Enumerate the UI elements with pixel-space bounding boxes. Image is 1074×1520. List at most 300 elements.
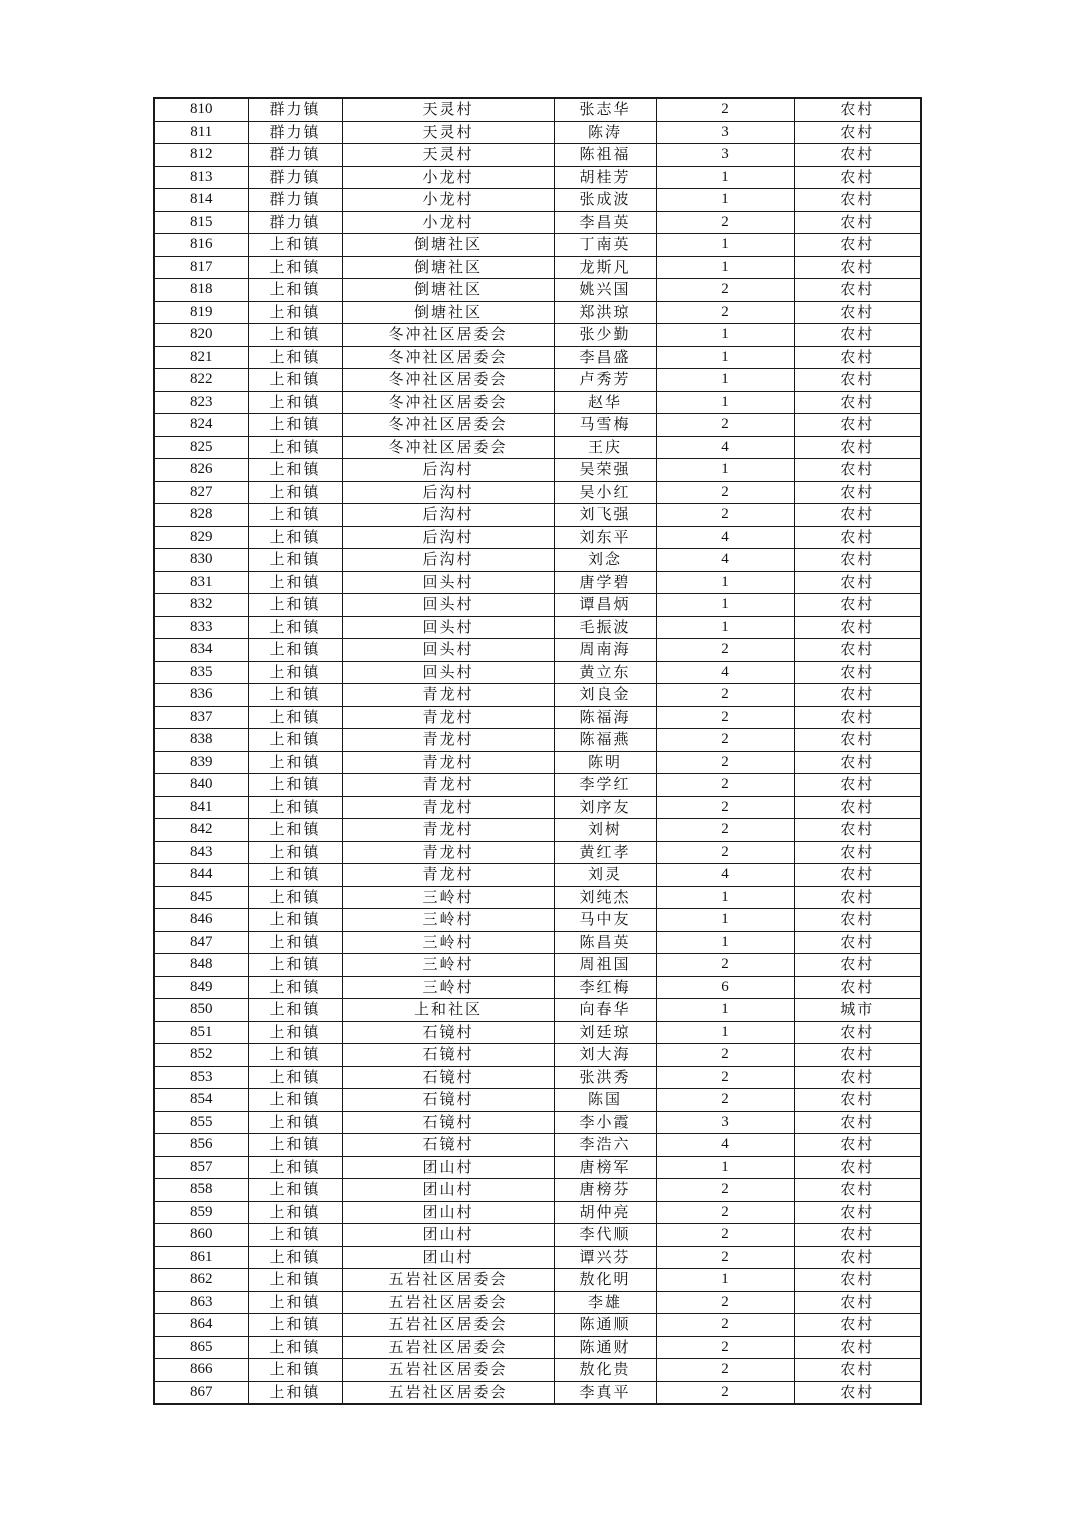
- table-row: [154, 324, 921, 347]
- row-number-cell: 863: [154, 1291, 248, 1314]
- table-row: [154, 1381, 921, 1404]
- row-number-cell: 844: [154, 864, 248, 887]
- area-type-cell: 农村: [794, 391, 921, 414]
- household-size-cell: 1: [656, 346, 794, 369]
- area-type-cell: 农村: [794, 166, 921, 189]
- row-number-cell: 865: [154, 1336, 248, 1359]
- town-name-cell: 上和镇: [248, 301, 342, 324]
- person-name-cell: 陈昌英: [554, 931, 656, 954]
- table-row: [154, 1134, 921, 1157]
- village-name-cell: 五岩社区居委会: [342, 1381, 554, 1404]
- town-name-cell: 上和镇: [248, 999, 342, 1022]
- town-name-cell: 上和镇: [248, 526, 342, 549]
- person-name-cell: 李小霞: [554, 1111, 656, 1134]
- table-row: [154, 931, 921, 954]
- table-row: [154, 1111, 921, 1134]
- person-name-cell: 李浩六: [554, 1134, 656, 1157]
- roster-table-body: [154, 98, 921, 1404]
- row-number-cell: 842: [154, 819, 248, 842]
- town-name-cell: 上和镇: [248, 774, 342, 797]
- town-name-cell: 群力镇: [248, 144, 342, 167]
- village-name-cell: 冬冲社区居委会: [342, 369, 554, 392]
- household-size-cell: 1: [656, 1021, 794, 1044]
- row-number-cell: 866: [154, 1359, 248, 1382]
- village-name-cell: 小龙村: [342, 189, 554, 212]
- town-name-cell: 上和镇: [248, 436, 342, 459]
- person-name-cell: 陈涛: [554, 121, 656, 144]
- row-number-cell: 864: [154, 1314, 248, 1337]
- row-number-cell: 831: [154, 571, 248, 594]
- person-name-cell: 吴荣强: [554, 459, 656, 482]
- household-size-cell: 1: [656, 909, 794, 932]
- area-type-cell: 农村: [794, 1246, 921, 1269]
- row-number-cell: 848: [154, 954, 248, 977]
- table-row: [154, 1269, 921, 1292]
- table-row: [154, 1201, 921, 1224]
- town-name-cell: 上和镇: [248, 1066, 342, 1089]
- table-row: [154, 436, 921, 459]
- row-number-cell: 819: [154, 301, 248, 324]
- table-row: [154, 954, 921, 977]
- household-size-cell: 1: [656, 1156, 794, 1179]
- table-row: [154, 144, 921, 167]
- person-name-cell: 刘飞强: [554, 504, 656, 527]
- area-type-cell: 农村: [794, 211, 921, 234]
- town-name-cell: 上和镇: [248, 1314, 342, 1337]
- row-number-cell: 867: [154, 1381, 248, 1404]
- area-type-cell: 农村: [794, 1359, 921, 1382]
- row-number-cell: 817: [154, 256, 248, 279]
- town-name-cell: 上和镇: [248, 1134, 342, 1157]
- person-name-cell: 陈国: [554, 1089, 656, 1112]
- area-type-cell: 农村: [794, 954, 921, 977]
- person-name-cell: 敖化明: [554, 1269, 656, 1292]
- household-size-cell: 2: [656, 841, 794, 864]
- town-name-cell: 上和镇: [248, 594, 342, 617]
- area-type-cell: 农村: [794, 886, 921, 909]
- village-name-cell: 倒塘社区: [342, 256, 554, 279]
- person-name-cell: 陈祖福: [554, 144, 656, 167]
- area-type-cell: 农村: [794, 909, 921, 932]
- town-name-cell: 上和镇: [248, 1224, 342, 1247]
- area-type-cell: 农村: [794, 301, 921, 324]
- person-name-cell: 李昌盛: [554, 346, 656, 369]
- person-name-cell: 李雄: [554, 1291, 656, 1314]
- table-row: [154, 256, 921, 279]
- household-size-cell: 2: [656, 796, 794, 819]
- household-size-cell: 2: [656, 1044, 794, 1067]
- person-name-cell: 刘树: [554, 819, 656, 842]
- person-name-cell: 刘廷琼: [554, 1021, 656, 1044]
- area-type-cell: 城市: [794, 999, 921, 1022]
- table-row: [154, 504, 921, 527]
- table-row: [154, 729, 921, 752]
- person-name-cell: 郑洪琼: [554, 301, 656, 324]
- village-name-cell: 青龙村: [342, 751, 554, 774]
- town-name-cell: 上和镇: [248, 661, 342, 684]
- village-name-cell: 后沟村: [342, 459, 554, 482]
- person-name-cell: 黄立东: [554, 661, 656, 684]
- row-number-cell: 822: [154, 369, 248, 392]
- household-size-cell: 4: [656, 436, 794, 459]
- town-name-cell: 上和镇: [248, 706, 342, 729]
- table-row: [154, 751, 921, 774]
- household-size-cell: 1: [656, 234, 794, 257]
- household-size-cell: 1: [656, 391, 794, 414]
- household-size-cell: 3: [656, 121, 794, 144]
- area-type-cell: 农村: [794, 684, 921, 707]
- town-name-cell: 上和镇: [248, 1201, 342, 1224]
- person-name-cell: 陈福海: [554, 706, 656, 729]
- row-number-cell: 838: [154, 729, 248, 752]
- row-number-cell: 828: [154, 504, 248, 527]
- person-name-cell: 刘纯杰: [554, 886, 656, 909]
- village-name-cell: 石镜村: [342, 1111, 554, 1134]
- village-name-cell: 五岩社区居委会: [342, 1291, 554, 1314]
- person-name-cell: 李红梅: [554, 976, 656, 999]
- table-row: [154, 616, 921, 639]
- household-size-cell: 1: [656, 931, 794, 954]
- area-type-cell: 农村: [794, 1201, 921, 1224]
- row-number-cell: 827: [154, 481, 248, 504]
- village-name-cell: 冬冲社区居委会: [342, 414, 554, 437]
- village-name-cell: 冬冲社区居委会: [342, 324, 554, 347]
- town-name-cell: 上和镇: [248, 954, 342, 977]
- area-type-cell: 农村: [794, 616, 921, 639]
- area-type-cell: 农村: [794, 549, 921, 572]
- row-number-cell: 850: [154, 999, 248, 1022]
- person-name-cell: 谭兴芬: [554, 1246, 656, 1269]
- household-size-cell: 2: [656, 774, 794, 797]
- row-number-cell: 832: [154, 594, 248, 617]
- row-number-cell: 825: [154, 436, 248, 459]
- table-row: [154, 886, 921, 909]
- village-name-cell: 团山村: [342, 1179, 554, 1202]
- row-number-cell: 818: [154, 279, 248, 302]
- village-name-cell: 五岩社区居委会: [342, 1269, 554, 1292]
- town-name-cell: 上和镇: [248, 1381, 342, 1404]
- row-number-cell: 820: [154, 324, 248, 347]
- table-row: [154, 98, 921, 121]
- roster-table: [153, 97, 922, 1405]
- row-number-cell: 811: [154, 121, 248, 144]
- town-name-cell: 上和镇: [248, 256, 342, 279]
- household-size-cell: 3: [656, 1111, 794, 1134]
- person-name-cell: 刘大海: [554, 1044, 656, 1067]
- area-type-cell: 农村: [794, 1156, 921, 1179]
- village-name-cell: 回头村: [342, 594, 554, 617]
- town-name-cell: 上和镇: [248, 1111, 342, 1134]
- town-name-cell: 上和镇: [248, 729, 342, 752]
- person-name-cell: 马雪梅: [554, 414, 656, 437]
- household-size-cell: 1: [656, 459, 794, 482]
- village-name-cell: 青龙村: [342, 864, 554, 887]
- row-number-cell: 847: [154, 931, 248, 954]
- village-name-cell: 天灵村: [342, 98, 554, 121]
- village-name-cell: 青龙村: [342, 841, 554, 864]
- village-name-cell: 青龙村: [342, 706, 554, 729]
- row-number-cell: 845: [154, 886, 248, 909]
- household-size-cell: 2: [656, 481, 794, 504]
- area-type-cell: 农村: [794, 526, 921, 549]
- person-name-cell: 胡仲亮: [554, 1201, 656, 1224]
- household-size-cell: 2: [656, 301, 794, 324]
- person-name-cell: 谭昌炳: [554, 594, 656, 617]
- area-type-cell: 农村: [794, 1381, 921, 1404]
- household-size-cell: 2: [656, 1381, 794, 1404]
- person-name-cell: 李昌英: [554, 211, 656, 234]
- village-name-cell: 回头村: [342, 571, 554, 594]
- town-name-cell: 上和镇: [248, 1044, 342, 1067]
- village-name-cell: 团山村: [342, 1201, 554, 1224]
- area-type-cell: 农村: [794, 1336, 921, 1359]
- row-number-cell: 853: [154, 1066, 248, 1089]
- area-type-cell: 农村: [794, 1134, 921, 1157]
- table-row: [154, 1246, 921, 1269]
- household-size-cell: 4: [656, 1134, 794, 1157]
- town-name-cell: 上和镇: [248, 459, 342, 482]
- table-row: [154, 1224, 921, 1247]
- household-size-cell: 2: [656, 1179, 794, 1202]
- town-name-cell: 上和镇: [248, 234, 342, 257]
- household-size-cell: 1: [656, 256, 794, 279]
- table-row: [154, 189, 921, 212]
- household-size-cell: 2: [656, 1066, 794, 1089]
- area-type-cell: 农村: [794, 774, 921, 797]
- town-name-cell: 上和镇: [248, 571, 342, 594]
- village-name-cell: 五岩社区居委会: [342, 1336, 554, 1359]
- village-name-cell: 天灵村: [342, 144, 554, 167]
- town-name-cell: 上和镇: [248, 369, 342, 392]
- row-number-cell: 810: [154, 98, 248, 121]
- household-size-cell: 6: [656, 976, 794, 999]
- table-row: [154, 819, 921, 842]
- area-type-cell: 农村: [794, 1021, 921, 1044]
- village-name-cell: 后沟村: [342, 481, 554, 504]
- area-type-cell: 农村: [794, 414, 921, 437]
- village-name-cell: 三岭村: [342, 909, 554, 932]
- row-number-cell: 860: [154, 1224, 248, 1247]
- row-number-cell: 835: [154, 661, 248, 684]
- table-row: [154, 661, 921, 684]
- row-number-cell: 843: [154, 841, 248, 864]
- person-name-cell: 陈明: [554, 751, 656, 774]
- person-name-cell: 张成波: [554, 189, 656, 212]
- person-name-cell: 毛振波: [554, 616, 656, 639]
- town-name-cell: 群力镇: [248, 121, 342, 144]
- area-type-cell: 农村: [794, 1291, 921, 1314]
- person-name-cell: 李真平: [554, 1381, 656, 1404]
- village-name-cell: 青龙村: [342, 819, 554, 842]
- household-size-cell: 2: [656, 751, 794, 774]
- table-row: [154, 166, 921, 189]
- town-name-cell: 上和镇: [248, 549, 342, 572]
- household-size-cell: 4: [656, 526, 794, 549]
- town-name-cell: 上和镇: [248, 684, 342, 707]
- row-number-cell: 846: [154, 909, 248, 932]
- town-name-cell: 上和镇: [248, 1291, 342, 1314]
- table-row: [154, 684, 921, 707]
- row-number-cell: 814: [154, 189, 248, 212]
- person-name-cell: 张洪秀: [554, 1066, 656, 1089]
- table-row: [154, 121, 921, 144]
- household-size-cell: 2: [656, 1246, 794, 1269]
- person-name-cell: 周南海: [554, 639, 656, 662]
- table-row: [154, 279, 921, 302]
- area-type-cell: 农村: [794, 864, 921, 887]
- village-name-cell: 回头村: [342, 639, 554, 662]
- row-number-cell: 834: [154, 639, 248, 662]
- village-name-cell: 五岩社区居委会: [342, 1359, 554, 1382]
- village-name-cell: 青龙村: [342, 729, 554, 752]
- row-number-cell: 841: [154, 796, 248, 819]
- town-name-cell: 上和镇: [248, 976, 342, 999]
- row-number-cell: 852: [154, 1044, 248, 1067]
- table-row: [154, 526, 921, 549]
- household-size-cell: 2: [656, 1201, 794, 1224]
- household-size-cell: 1: [656, 189, 794, 212]
- town-name-cell: 上和镇: [248, 1179, 342, 1202]
- household-size-cell: 2: [656, 729, 794, 752]
- person-name-cell: 向春华: [554, 999, 656, 1022]
- table-row: [154, 796, 921, 819]
- person-name-cell: 吴小红: [554, 481, 656, 504]
- household-size-cell: 1: [656, 616, 794, 639]
- person-name-cell: 刘良金: [554, 684, 656, 707]
- row-number-cell: 857: [154, 1156, 248, 1179]
- town-name-cell: 上和镇: [248, 1359, 342, 1382]
- village-name-cell: 团山村: [342, 1246, 554, 1269]
- area-type-cell: 农村: [794, 436, 921, 459]
- row-number-cell: 813: [154, 166, 248, 189]
- person-name-cell: 敖化贵: [554, 1359, 656, 1382]
- person-name-cell: 李代顺: [554, 1224, 656, 1247]
- household-size-cell: 2: [656, 1314, 794, 1337]
- table-row: [154, 909, 921, 932]
- household-size-cell: 2: [656, 954, 794, 977]
- household-size-cell: 3: [656, 144, 794, 167]
- row-number-cell: 858: [154, 1179, 248, 1202]
- row-number-cell: 837: [154, 706, 248, 729]
- person-name-cell: 王庆: [554, 436, 656, 459]
- table-row: [154, 1291, 921, 1314]
- town-name-cell: 上和镇: [248, 819, 342, 842]
- household-size-cell: 2: [656, 98, 794, 121]
- village-name-cell: 团山村: [342, 1156, 554, 1179]
- person-name-cell: 唐学碧: [554, 571, 656, 594]
- town-name-cell: 上和镇: [248, 841, 342, 864]
- town-name-cell: 上和镇: [248, 639, 342, 662]
- village-name-cell: 冬冲社区居委会: [342, 391, 554, 414]
- village-name-cell: 青龙村: [342, 684, 554, 707]
- row-number-cell: 821: [154, 346, 248, 369]
- town-name-cell: 上和镇: [248, 1089, 342, 1112]
- village-name-cell: 冬冲社区居委会: [342, 436, 554, 459]
- town-name-cell: 上和镇: [248, 279, 342, 302]
- village-name-cell: 小龙村: [342, 166, 554, 189]
- row-number-cell: 856: [154, 1134, 248, 1157]
- table-row: [154, 571, 921, 594]
- table-row: [154, 459, 921, 482]
- village-name-cell: 五岩社区居委会: [342, 1314, 554, 1337]
- table-row: [154, 211, 921, 234]
- row-number-cell: 815: [154, 211, 248, 234]
- area-type-cell: 农村: [794, 369, 921, 392]
- household-size-cell: 1: [656, 369, 794, 392]
- area-type-cell: 农村: [794, 1269, 921, 1292]
- household-size-cell: 1: [656, 999, 794, 1022]
- area-type-cell: 农村: [794, 751, 921, 774]
- row-number-cell: 833: [154, 616, 248, 639]
- village-name-cell: 倒塘社区: [342, 301, 554, 324]
- area-type-cell: 农村: [794, 1111, 921, 1134]
- town-name-cell: 上和镇: [248, 414, 342, 437]
- village-name-cell: 石镜村: [342, 1089, 554, 1112]
- village-name-cell: 后沟村: [342, 549, 554, 572]
- town-name-cell: 群力镇: [248, 211, 342, 234]
- town-name-cell: 上和镇: [248, 504, 342, 527]
- person-name-cell: 陈通顺: [554, 1314, 656, 1337]
- town-name-cell: 上和镇: [248, 886, 342, 909]
- area-type-cell: 农村: [794, 1044, 921, 1067]
- town-name-cell: 上和镇: [248, 391, 342, 414]
- table-row: [154, 1336, 921, 1359]
- town-name-cell: 上和镇: [248, 481, 342, 504]
- table-row: [154, 1089, 921, 1112]
- table-row: [154, 774, 921, 797]
- area-type-cell: 农村: [794, 504, 921, 527]
- area-type-cell: 农村: [794, 98, 921, 121]
- person-name-cell: 唐榜军: [554, 1156, 656, 1179]
- table-row: [154, 301, 921, 324]
- person-name-cell: 黄红孝: [554, 841, 656, 864]
- household-size-cell: 2: [656, 414, 794, 437]
- person-name-cell: 赵华: [554, 391, 656, 414]
- village-name-cell: 团山村: [342, 1224, 554, 1247]
- table-row: [154, 369, 921, 392]
- village-name-cell: 小龙村: [342, 211, 554, 234]
- table-row: [154, 594, 921, 617]
- household-size-cell: 2: [656, 1359, 794, 1382]
- household-size-cell: 2: [656, 639, 794, 662]
- household-size-cell: 4: [656, 864, 794, 887]
- area-type-cell: 农村: [794, 796, 921, 819]
- table-row: [154, 549, 921, 572]
- row-number-cell: 816: [154, 234, 248, 257]
- household-size-cell: 2: [656, 684, 794, 707]
- village-name-cell: 三岭村: [342, 886, 554, 909]
- area-type-cell: 农村: [794, 346, 921, 369]
- table-row: [154, 1156, 921, 1179]
- area-type-cell: 农村: [794, 1314, 921, 1337]
- person-name-cell: 姚兴国: [554, 279, 656, 302]
- table-row: [154, 976, 921, 999]
- row-number-cell: 854: [154, 1089, 248, 1112]
- table-row: [154, 1021, 921, 1044]
- person-name-cell: 刘念: [554, 549, 656, 572]
- household-size-cell: 1: [656, 571, 794, 594]
- row-number-cell: 839: [154, 751, 248, 774]
- row-number-cell: 812: [154, 144, 248, 167]
- household-size-cell: 4: [656, 661, 794, 684]
- person-name-cell: 张少勤: [554, 324, 656, 347]
- row-number-cell: 830: [154, 549, 248, 572]
- row-number-cell: 823: [154, 391, 248, 414]
- village-name-cell: 石镜村: [342, 1134, 554, 1157]
- household-size-cell: 2: [656, 706, 794, 729]
- area-type-cell: 农村: [794, 594, 921, 617]
- person-name-cell: 李学红: [554, 774, 656, 797]
